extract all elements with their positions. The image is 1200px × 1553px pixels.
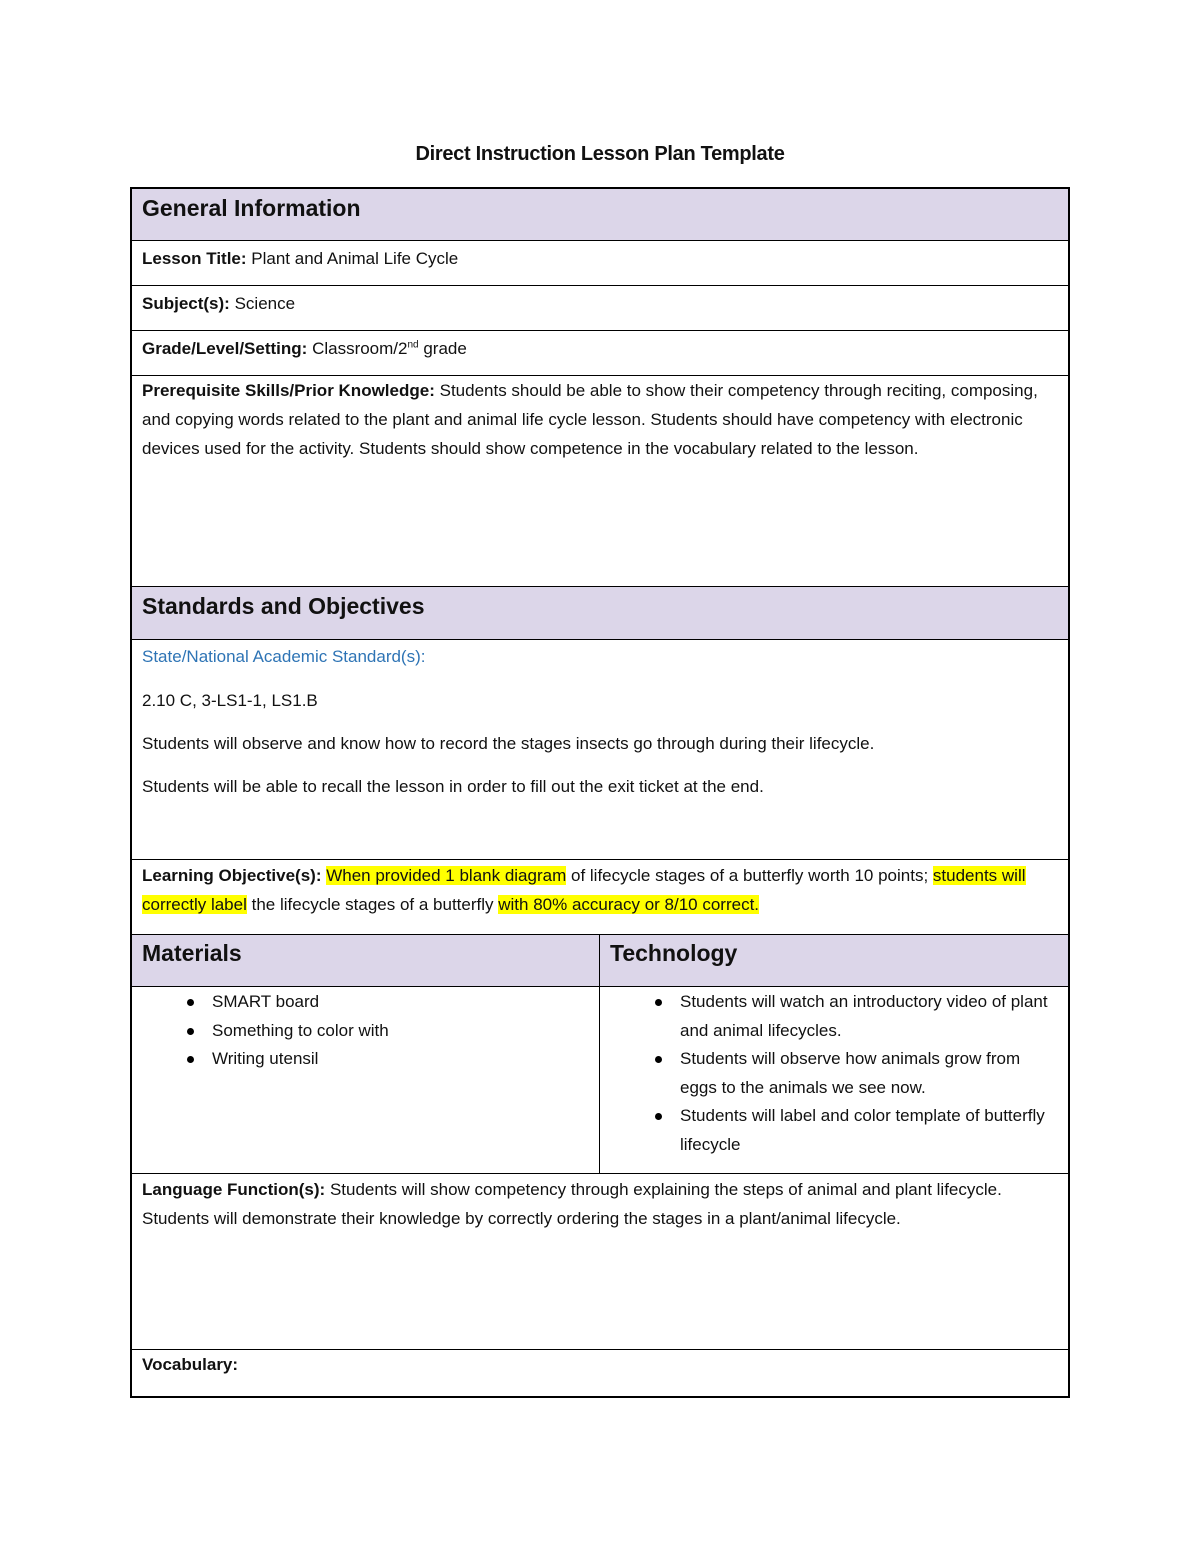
lesson-title-label: Lesson Title:	[142, 249, 247, 268]
language-function-label: Language Function(s):	[142, 1180, 326, 1199]
standard-codes: 2.10 C, 3-LS1-1, LS1.B	[142, 691, 318, 710]
subject-label: Subject(s):	[142, 294, 230, 313]
technology-list	[610, 988, 1058, 1159]
technology-item: Students will label and color template of butterfly lifecycle	[610, 1102, 1058, 1159]
objective-text-2: the lifecycle stages of a butterfly	[251, 895, 494, 914]
materials-technology-header	[132, 935, 1068, 987]
materials-cell	[132, 987, 600, 1173]
grade-value	[312, 339, 467, 358]
language-function-value: Students will show competency through explaining the steps of animal and plant lifecycle. Students will demonstrate their knowledge by correctly ordering the stages in a plant/animal lifecycle.	[142, 1180, 1002, 1228]
objective-highlight-3: with 80% accuracy or 8/10 correct.	[498, 895, 760, 914]
grade-value-text: Classroom/2	[312, 339, 408, 358]
materials-technology-row	[132, 987, 1068, 1174]
grade-value-suffix: grade	[423, 339, 467, 358]
grade-row	[132, 331, 1068, 376]
lesson-title-row	[132, 241, 1068, 286]
lesson-title-value: Plant and Animal Life Cycle	[251, 249, 459, 268]
subject-value: Science	[234, 294, 296, 313]
vocabulary-label: Vocabulary:	[142, 1355, 239, 1374]
standard-statement-2: Students will be able to recall the lesson in order to fill out the exit ticket at the end.	[142, 777, 764, 796]
materials-heading: Materials	[132, 935, 600, 986]
learning-objective-label: Learning Objective(s):	[142, 866, 322, 885]
document-title: Direct Instruction Lesson Plan Template	[415, 143, 785, 165]
prerequisite-row	[132, 376, 1068, 587]
standards-objectives-heading: Standards and Objectives	[142, 593, 425, 619]
objective-highlight-1: When provided 1 blank diagram	[326, 866, 567, 885]
language-function-row	[132, 1174, 1068, 1350]
technology-item: Students will observe how animals grow from eggs to the animals we see now.	[610, 1045, 1058, 1102]
learning-objective-row	[132, 860, 1068, 935]
technology-item: Students will watch an introductory video of plant and animal lifecycles.	[610, 988, 1058, 1045]
subject-row	[132, 286, 1068, 331]
general-information-heading: General Information	[142, 195, 361, 221]
materials-item: SMART board	[142, 988, 589, 1017]
objective-text-1: of lifecycle stages of a butterfly worth 10 points;	[570, 866, 929, 885]
objective-highlight-2: students will correctly label	[142, 866, 1026, 914]
technology-heading: Technology	[610, 940, 738, 966]
standard-statement-1: Students will observe and know how to record the stages insects go through during their lifecycle.	[142, 734, 875, 753]
state-standard-label: State/National Academic Standard(s):	[142, 647, 426, 666]
standards-row	[132, 640, 1068, 860]
materials-item: Something to color with	[142, 1017, 589, 1046]
prerequisite-value: Students should be able to show their competency through reciting, composing, and copying words related to the plant and animal life cycle lesson. Students should have competency with electronic devices used for the activity. Students should show competence in the vocabulary related to the lesson.	[142, 381, 1038, 458]
technology-cell	[600, 987, 1068, 1173]
materials-item: Writing utensil	[142, 1045, 589, 1074]
materials-list	[142, 988, 589, 1074]
grade-ordinal: nd	[407, 339, 419, 351]
prerequisite-label: Prerequisite Skills/Prior Knowledge:	[142, 381, 435, 400]
grade-label: Grade/Level/Setting:	[142, 339, 308, 358]
standards-objectives-header	[132, 587, 1068, 640]
general-information-header	[132, 189, 1068, 241]
vocabulary-row	[132, 1350, 1068, 1396]
lesson-plan-table	[130, 187, 1070, 1398]
